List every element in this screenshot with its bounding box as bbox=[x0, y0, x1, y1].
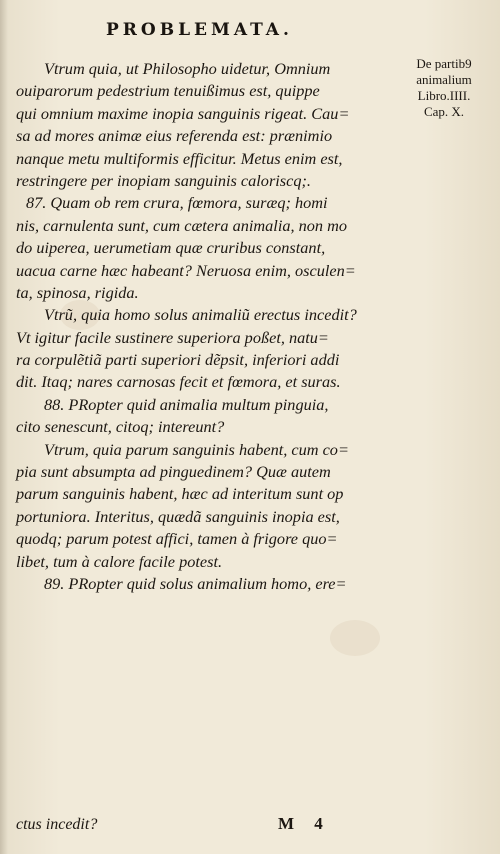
text-line: uacua carne hæc habeant? Neruosa enim, osculen= bbox=[16, 260, 356, 280]
problem-88-heading: 88. PRopter quid animalia multum pinguia, bbox=[44, 394, 329, 414]
text-line: Vtrum quia, ut Philosopho uidetur, Omnium bbox=[44, 59, 331, 78]
text-line: Vt igitur facile sustinere superiora poßet, natu= bbox=[16, 327, 329, 347]
text-line: libet, tum à calore facile potest. bbox=[16, 551, 223, 571]
signature-mark: M 4 bbox=[278, 814, 331, 833]
text-line: Vtrũ, quia homo solus animaliũ erectus incedit? bbox=[44, 305, 357, 325]
text-line: restringere per inopiam sanguinis caloriscq;. bbox=[16, 170, 312, 190]
text-line: dit. Itaq; nares carnosas fecit et fœmora, et suras. bbox=[16, 372, 341, 392]
text-line: Vtrum, quia parum sanguinis habent, cum co= bbox=[44, 439, 349, 459]
text-line: ta, spinosa, rigida. bbox=[16, 282, 139, 302]
text-line: ouiparorum pedestrium tenuißimus est, quippe bbox=[16, 81, 320, 101]
text-line: sa ad mores animæ eius referenda est: prænimio bbox=[16, 126, 333, 146]
text-line: do uiperea, uerumetiam quæ cruribus constant, bbox=[16, 238, 326, 258]
paper-stain bbox=[330, 620, 380, 656]
margin-note bbox=[394, 56, 494, 120]
problem-89-heading: 89. PRopter quid solus animalium homo, ere= bbox=[44, 573, 347, 593]
margin-note-line: Cap. X. bbox=[423, 104, 465, 119]
margin-note-line: De partib9 bbox=[416, 56, 472, 71]
text-line: nis, carnulenta sunt, cum cætera animalia, non mo bbox=[16, 215, 348, 235]
text-line: portuniora. Interitus, quædã sanguinis inopia est, bbox=[16, 506, 340, 526]
text-line: parum sanguinis habent, hæc ad interitum sunt op bbox=[16, 484, 344, 504]
text-line: quodq; parum potest affici, tamen à frigore quo= bbox=[16, 529, 338, 549]
text-line: nanque metu multiformis efficitur. Metus enim est, bbox=[16, 148, 343, 168]
margin-note-line: Libro.IIII. bbox=[417, 88, 471, 103]
text-line: pia sunt absumpta ad pinguedinem? Quæ autem bbox=[16, 462, 331, 482]
body-text bbox=[16, 58, 394, 595]
text-line: ra corpulẽtiã parti superiori dẽpsit, inferiori addi bbox=[16, 350, 340, 370]
problem-87-heading: 87. Quam ob rem crura, fœmora, suræq; homi bbox=[26, 193, 328, 213]
gutter-shadow bbox=[0, 0, 8, 854]
running-head: PROBLEMATA. bbox=[106, 20, 293, 40]
text-line: qui omnium maxime inopia sanguinis rigeat. Cau= bbox=[16, 103, 350, 123]
margin-note-line: animalium bbox=[416, 72, 472, 87]
catchword: ctus incedit? bbox=[16, 816, 98, 833]
text-line: cito senescunt, citoq; intereunt? bbox=[16, 417, 225, 437]
